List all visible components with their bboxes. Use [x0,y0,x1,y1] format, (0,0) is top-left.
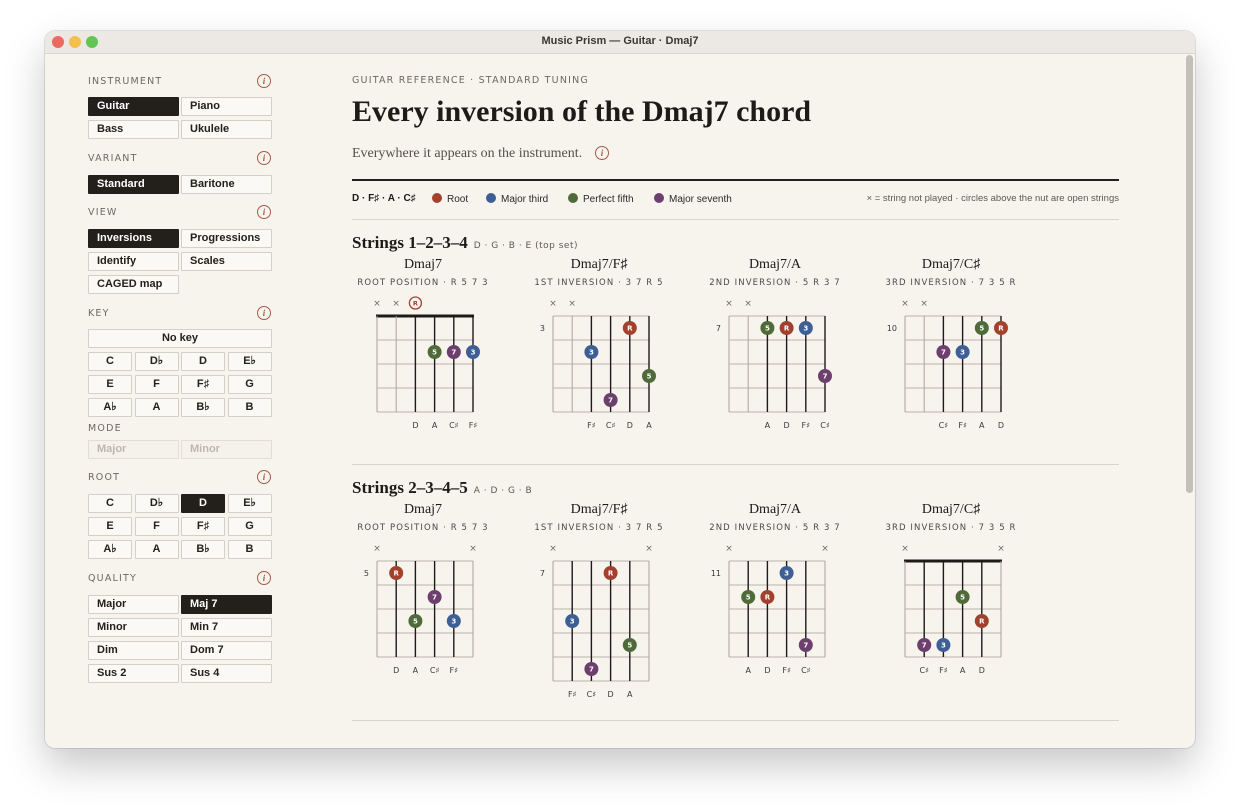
instrument-info-icon[interactable]: i [257,74,271,88]
finger-dot-label: 5 [646,372,652,381]
start-fret-label: 3 [539,324,545,333]
finger-dot-label: 5 [960,593,966,602]
app-window [45,31,1195,748]
page-eyebrow: GUITAR REFERENCE · STANDARD TUNING [352,75,589,86]
quality-option-dim[interactable]: Dim [88,641,179,660]
muted-string-marker: × [901,544,909,554]
chord-inversion-label: 1ST INVERSION · 3 7 R 5 [534,278,664,288]
legend-label-fifth: Perfect fifth [583,194,634,205]
key-note-a-flat[interactable]: A♭ [88,398,132,417]
chord-inversion-label: ROOT POSITION · R 5 7 3 [357,523,489,533]
start-fret-label: 7 [539,569,545,578]
chord-card[interactable] [528,502,678,712]
third-swatch [486,193,496,203]
instrument-label: INSTRUMENT [88,76,163,87]
chord-diagram [352,293,502,442]
string-note-label: A [412,666,419,675]
muted-string-marker: × [725,544,733,554]
finger-dot-label: 7 [432,593,438,602]
string-note-label: F♯ [468,421,478,430]
muted-string-marker: × [373,544,381,554]
scrollbar-thumb[interactable] [1186,55,1193,493]
finger-dot-label: R [998,324,1004,333]
legend-item-root [432,193,468,205]
root-note-a-flat[interactable]: A♭ [88,540,132,559]
key-note-e[interactable]: E [88,375,132,394]
quality-option-minor[interactable]: Minor [88,618,179,637]
string-note-label: D [626,421,633,430]
variant-info-icon[interactable]: i [257,151,271,165]
finger-dot-label: 7 [608,396,614,405]
finger-dot-label: 7 [803,641,809,650]
chord-diagram [528,293,678,442]
view-option-identify[interactable]: Identify [88,252,179,271]
finger-dot-label: 5 [412,617,418,626]
chord-name: Dmaj7/A [748,257,802,272]
view-info-icon[interactable]: i [257,205,271,219]
root-note-c[interactable]: C [88,494,132,513]
muted-string-marker: × [725,299,733,309]
finger-dot-label: 5 [764,324,770,333]
chord-card[interactable] [352,257,502,467]
string-note-label: D [412,421,419,430]
finger-dot-label: 3 [960,348,966,357]
root-info-icon[interactable]: i [257,470,271,484]
muted-string-marker: × [645,544,653,554]
finger-dot-label: 7 [588,665,594,674]
chord-diagram [880,538,1030,687]
key-note-c[interactable]: C [88,352,132,371]
view-label: VIEW [88,207,118,218]
root-swatch [432,193,442,203]
string-note-label: C♯ [449,421,459,430]
key-note-d[interactable]: D [181,352,225,371]
finger-dot-label: 3 [451,617,457,626]
string-note-label: F♯ [939,666,948,675]
quality-option-sus4[interactable]: Sus 4 [181,664,272,683]
finger-dot-label: 5 [979,324,985,333]
finger-dot-label: 3 [940,641,946,650]
string-note-label: C♯ [820,421,830,430]
key-info-icon[interactable]: i [257,306,271,320]
string-note-label: A [431,421,438,430]
string-note-label: F♯ [567,690,577,699]
instrument-option-guitar[interactable]: Guitar [88,97,179,116]
finger-dot-label: 3 [470,348,476,357]
set-title: Strings 1–2–3–4 D · G · B · E (top set) [352,233,578,252]
string-note-label: D [978,666,985,675]
quality-option-maj7[interactable]: Maj 7 [181,595,272,614]
finger-dot-label: 3 [569,617,575,626]
string-note-label: F♯ [782,666,791,675]
view-option-scales[interactable]: Scales [181,252,272,271]
root-note-a[interactable]: A [135,540,179,559]
finger-dot-label: 7 [921,641,927,650]
key-note-d-flat[interactable]: D♭ [135,352,179,371]
variant-option-standard[interactable]: Standard [88,175,179,194]
string-note-label: C♯ [801,666,811,675]
muted-string-marker: × [392,299,400,309]
muted-string-marker: × [744,299,752,309]
muted-string-marker: × [821,544,829,554]
quality-option-sus2[interactable]: Sus 2 [88,664,179,683]
root-note-d-flat[interactable]: D♭ [135,494,179,513]
root-note-d[interactable]: D [181,494,225,513]
string-note-label: D [997,421,1005,430]
chord-inversion-label: ROOT POSITION · R 5 7 3 [357,278,489,288]
string-note-label: D [393,666,400,675]
quality-option-major[interactable]: Major [88,595,179,614]
page-subtitle: Everywhere it appears on the instrument. [352,146,583,161]
instrument-option-piano[interactable]: Piano [181,97,272,116]
chord-inversion-label: 3RD INVERSION · 7 3 5 R [885,523,1017,533]
string-note-label: F♯ [449,666,459,675]
mode-label: MODE [88,423,122,434]
mode-section-header [88,421,272,437]
chord-diagram [880,293,1030,442]
variant-label: VARIANT [88,153,138,164]
finger-dot-label: R [783,324,790,333]
root-note-b[interactable]: B [228,540,272,559]
chord-name: Dmaj7/C♯ [921,502,981,517]
chord-name: Dmaj7/A [748,502,802,517]
finger-dot-label: 5 [745,593,751,602]
muted-string-marker: × [901,299,909,309]
view-section-header [88,205,272,221]
chord-diagram [704,293,854,442]
view-option-progressions[interactable]: Progressions [181,229,272,248]
muted-string-marker: × [549,299,557,309]
root-section-header [88,470,272,486]
instrument-option-ukulele[interactable]: Ukulele [181,120,272,139]
start-fret-label: 7 [715,324,721,333]
string-note-label: D [783,421,790,430]
key-note-g[interactable]: G [228,375,272,394]
chord-card[interactable] [704,502,854,712]
variant-option-baritone[interactable]: Baritone [181,175,272,194]
mode-option-major[interactable]: Major [88,440,179,459]
seventh-swatch [654,193,664,203]
header-rule [352,179,1119,181]
start-fret-label: 11 [710,569,721,578]
key-section-header [88,306,272,322]
chord-card[interactable] [704,257,854,467]
chord-inversion-label: 1ST INVERSION · 3 7 R 5 [534,523,664,533]
chord-inversion-label: 2ND INVERSION · 5 R 3 7 [709,523,841,533]
string-note-label: F♯ [801,421,811,430]
chord-card[interactable] [880,502,1030,712]
key-note-e-flat[interactable]: E♭ [228,352,272,371]
set-title: Strings 2–3–4–5 A · D · G · B [352,478,533,497]
legend-item-third [486,193,548,205]
finger-dot-label: 5 [432,348,438,357]
finger-dot-label: R [764,593,771,602]
open-string-label: R [412,299,418,308]
page-title: Every inversion of the Dmaj7 chord [352,95,812,128]
string-note-label: D [607,690,614,699]
variant-section-header [88,151,272,167]
key-label: KEY [88,308,110,319]
key-note-b-flat[interactable]: B♭ [181,398,225,417]
chord-card[interactable] [528,257,678,467]
chord-name: Dmaj7/F♯ [570,502,628,517]
view-option-inversions[interactable]: Inversions [88,229,179,248]
string-note-label: C♯ [605,421,616,430]
string-note-label: D [764,666,771,675]
chord-name: Dmaj7 [403,502,443,517]
root-note-f-sharp[interactable]: F♯ [181,517,225,536]
start-fret-label: 10 [886,324,897,333]
finger-dot-label: R [979,617,985,626]
vertical-scrollbar[interactable] [1186,55,1193,745]
chord-name: Dmaj7/F♯ [570,257,628,272]
muted-string-marker: × [568,299,576,309]
finger-dot-label: R [393,569,399,578]
string-note-label: C♯ [586,690,597,699]
legend-item-fifth [568,193,634,205]
finger-dot-label: 7 [451,348,457,357]
string-note-label: C♯ [938,421,949,430]
root-note-g[interactable]: G [228,517,272,536]
mode-option-minor[interactable]: Minor [181,440,272,459]
muted-string-marker: × [997,544,1005,554]
quality-section-header [88,571,272,587]
muted-string-marker: × [549,544,557,554]
string-note-label: C♯ [429,666,440,675]
finger-dot-label: 3 [784,569,790,578]
root-note-b-flat[interactable]: B♭ [181,540,225,559]
string-note-label: F♯ [958,421,967,430]
key-note-b[interactable]: B [228,398,272,417]
legend-hint: × = string not played · circles above the nut are open strings [866,193,1119,204]
fifth-swatch [568,193,578,203]
start-fret-label: 5 [363,569,369,578]
string-note-label: A [745,666,751,675]
legend [352,193,1119,207]
chord-name: Dmaj7/C♯ [921,257,981,272]
muted-string-marker: × [373,299,381,309]
muted-string-marker: × [920,299,928,309]
muted-string-marker: × [469,544,477,554]
quality-label: QUALITY [88,573,138,584]
root-note-f[interactable]: F [135,517,179,536]
key-note-f-sharp[interactable]: F♯ [181,375,225,394]
chord-inversion-label: 3RD INVERSION · 7 3 5 R [885,278,1017,288]
string-note-label: A [646,421,652,430]
quality-option-dom7[interactable]: Dom 7 [181,641,272,660]
string-note-label: A [979,421,985,430]
subtitle-info-icon[interactable]: i [595,146,609,160]
legend-label-third: Major third [501,194,549,205]
window-title: Music Prism — Guitar · Dmaj7 [541,35,699,47]
instrument-option-bass[interactable]: Bass [88,120,179,139]
string-note-label: F♯ [587,421,596,430]
chord-diagram [528,538,678,711]
chord-diagram [352,538,502,687]
legend-label-root: Root [447,194,469,205]
legend-label-seventh: Major seventh [669,194,732,205]
legend-chord-notes: D · F♯ · A · C♯ [352,193,416,204]
title-bar [45,31,1195,54]
chord-name: Dmaj7 [403,257,443,272]
set-divider [352,720,1119,721]
quality-option-min7[interactable]: Min 7 [181,618,272,637]
chord-card[interactable] [352,502,502,712]
string-note-label: A [627,690,633,699]
finger-dot-label: 7 [940,348,946,357]
instrument-section-header [88,74,272,90]
view-option-caged-map[interactable]: CAGED map [88,275,179,294]
root-note-e-flat[interactable]: E♭ [228,494,272,513]
finger-dot-label: 5 [627,641,633,650]
key-option-no-key[interactable]: No key [88,329,272,348]
set-subtitle: D · G · B · E (top set) [473,241,578,251]
root-label: ROOT [88,472,121,483]
finger-dot-label: 7 [822,372,828,381]
string-note-label: A [959,666,966,675]
finger-dot-label: 3 [803,324,809,333]
legend-item-seventh [654,193,732,205]
root-note-e[interactable]: E [88,517,132,536]
finger-dot-label: R [607,569,614,578]
quality-info-icon[interactable]: i [257,571,271,585]
key-note-a[interactable]: A [135,398,179,417]
string-note-label: C♯ [919,666,929,675]
chord-inversion-label: 2ND INVERSION · 5 R 3 7 [709,278,841,288]
chord-card[interactable] [880,257,1030,467]
finger-dot-label: R [627,324,633,333]
legend-rule [352,219,1119,220]
string-note-label: A [764,421,771,430]
finger-dot-label: 3 [588,348,594,357]
set-subtitle: A · D · G · B [473,486,533,496]
key-note-f[interactable]: F [135,375,179,394]
chord-diagram [704,538,854,687]
